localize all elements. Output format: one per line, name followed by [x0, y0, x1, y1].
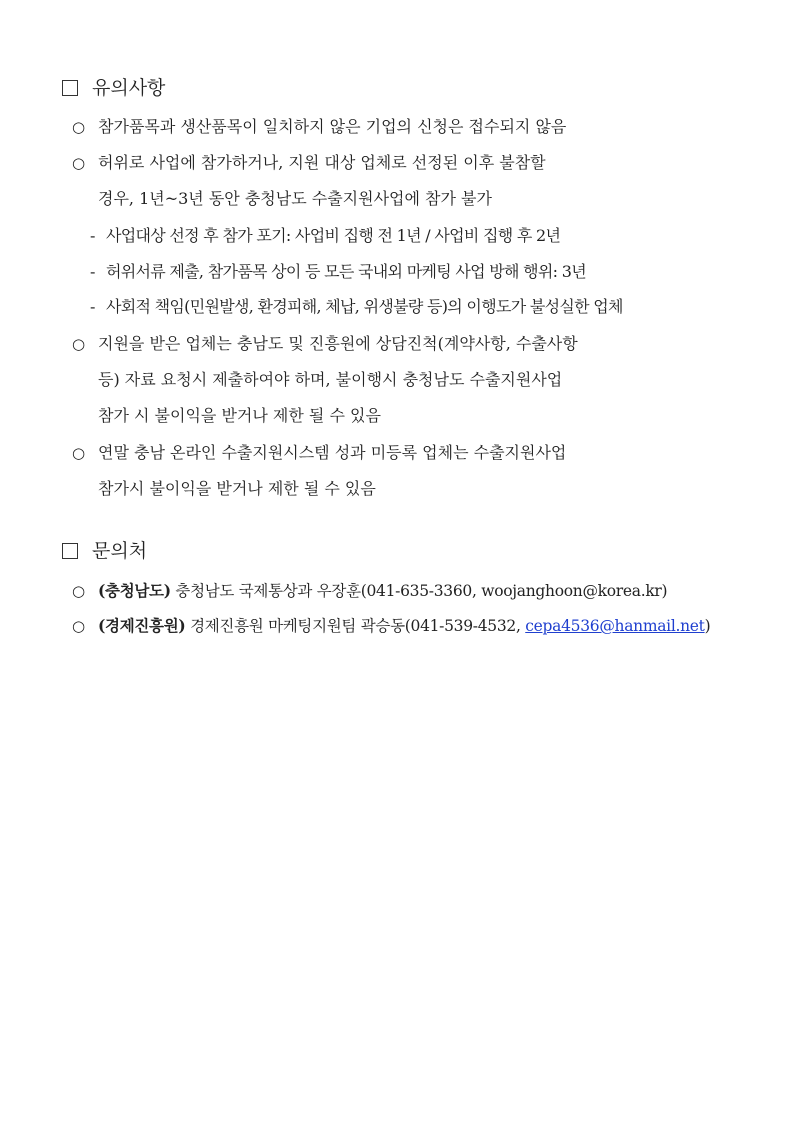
notes-item-4-text-1: 연말 충남 온라인 수출지원시스템 성과 미등록 업체는 수출지원사업	[98, 443, 567, 462]
circle-bullet-icon: ○	[72, 154, 86, 172]
contact-org-label: (충청남도)	[98, 581, 171, 600]
notes-heading-text: 유의사항	[92, 77, 166, 99]
notes-item-2-text-1: 허위로 사업에 참가하거나, 지원 대상 업체로 선정된 이후 불참할	[98, 153, 546, 172]
notes-section-heading	[62, 75, 165, 101]
contact-detail-suffix: )	[704, 617, 711, 635]
notes-sub-item-2	[90, 260, 586, 284]
checkbox-icon	[62, 543, 78, 559]
dash-marker: -	[90, 262, 95, 281]
circle-bullet-icon: ○	[72, 118, 86, 136]
notes-sub-item-1	[90, 224, 560, 248]
notes-item-3-line-3	[98, 404, 381, 428]
contact-item-1	[72, 579, 667, 603]
notes-item-3-text-3: 참가 시 불이익을 받거나 제한 될 수 있음	[98, 406, 381, 425]
circle-bullet-icon: ○	[72, 617, 85, 635]
checkbox-icon	[62, 80, 78, 96]
circle-bullet-icon: ○	[72, 444, 86, 462]
dash-marker: -	[90, 297, 95, 316]
notes-item-4-text-2: 참가시 불이익을 받거나 제한 될 수 있음	[98, 479, 376, 498]
notes-item-3-text-2: 등) 자료 요청시 제출하여야 하며, 불이행시 충청남도 수출지원사업	[98, 370, 563, 389]
notes-sub-item-3-text: 사회적 책임(민원발생, 환경피해, 체납, 위생불량 등)의 이행도가 불성실한 업체	[106, 297, 623, 316]
notes-item-2-line-1	[72, 151, 546, 175]
contact-email-link[interactable]: cepa4536@hanmail.net	[525, 617, 705, 635]
notes-sub-item-3	[90, 295, 623, 319]
notes-item-4-line-2	[98, 477, 376, 501]
contacts-section-heading	[62, 538, 147, 564]
contact-item-2	[72, 614, 710, 638]
notes-item-1-text: 참가품목과 생산품목이 일치하지 않은 기업의 신청은 접수되지 않음	[98, 117, 567, 136]
dash-marker: -	[90, 226, 95, 245]
notes-item-2-line-2	[98, 187, 492, 211]
notes-item-2-text-2: 경우, 1년~3년 동안 충청남도 수출지원사업에 참가 불가	[98, 189, 492, 208]
notes-item-1	[72, 115, 566, 139]
notes-item-3-line-1	[72, 332, 578, 356]
contact-detail: 충청남도 국제통상과 우장훈(041-635-3360, woojanghoon@korea.kr)	[175, 582, 668, 600]
circle-bullet-icon: ○	[72, 582, 85, 600]
notes-sub-item-1-text: 사업대상 선정 후 참가 포기: 사업비 집행 전 1년 / 사업비 집행 후 2년	[106, 226, 561, 245]
notes-item-3-text-1: 지원을 받은 업체는 충남도 및 진흥원에 상담진척(계약사항, 수출사항	[98, 334, 578, 353]
contact-detail: 경제진흥원 마케팅지원팀 곽승동(041-539-4532,	[190, 617, 526, 635]
notes-item-3-line-2	[98, 368, 562, 392]
notes-item-4-line-1	[72, 441, 566, 465]
circle-bullet-icon: ○	[72, 335, 86, 353]
notes-sub-item-2-text: 허위서류 제출, 참가품목 상이 등 모든 국내외 마케팅 사업 방해 행위: 3년	[106, 262, 586, 281]
contacts-heading-text: 문의처	[92, 540, 148, 562]
contact-org-label: (경제진흥원)	[98, 616, 186, 635]
